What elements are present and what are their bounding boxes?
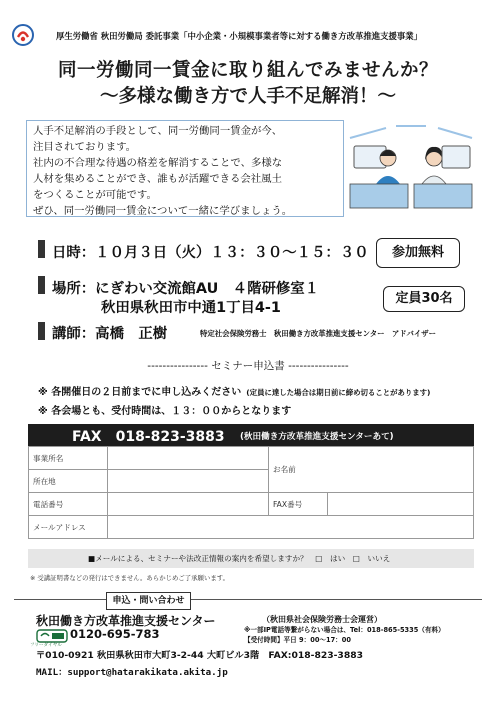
intro-box xyxy=(26,120,344,217)
deadline-note-sub: (定員に達した場合は期日前に締め切ることがあります) xyxy=(246,388,431,397)
address-label: 所在地 xyxy=(29,470,108,493)
phone-field[interactable] xyxy=(108,493,269,516)
fax-number-field[interactable] xyxy=(327,493,474,516)
person-name-label: お名前 xyxy=(269,447,328,493)
company-name-field[interactable] xyxy=(108,447,269,470)
main-title: 同一労働同一賃金に取り組んでみませんか？ xyxy=(57,60,438,81)
sub-title: ～多様な働き方で人手不足解消！～ xyxy=(99,86,396,107)
newsletter-optin-row xyxy=(28,549,474,568)
freedial-number[interactable]: 0120-695-783 xyxy=(70,627,160,641)
fax-band xyxy=(28,424,474,446)
free-admission-badge: 参加無料 xyxy=(376,238,460,268)
fax-number: FAX 018-823-3883 xyxy=(72,429,225,445)
freedial-label: フリーダイヤル xyxy=(30,643,62,648)
company-name-label: 事業所名 xyxy=(29,447,108,470)
deadline-note xyxy=(38,380,430,399)
email-field[interactable] xyxy=(108,516,474,539)
ministry-logo xyxy=(12,24,34,46)
section-bar xyxy=(38,240,45,258)
email-label: メールアドレス xyxy=(29,516,108,539)
ip-phone-note: ※一部IP電話等繋がらない場合は、Tel：018-865-5335（有料） xyxy=(244,626,445,634)
intro-line: 人手不足解消の手段として、同一労働同一賃金が今、 xyxy=(33,125,283,137)
phone-label: 電話番号 xyxy=(29,493,108,516)
intro-line: 注目されております。 xyxy=(33,141,137,153)
freedial-badge xyxy=(36,628,68,642)
deadline-note-main: ※ 各開催日の２日前までに申し込みください xyxy=(38,387,242,398)
capacity-badge: 定員30名 xyxy=(383,286,465,312)
support-center-name: 秋田働き方改革推進支援センター xyxy=(36,614,216,628)
support-center-address: 〒010-0921 秋田県秋田市大町3-2-44 大町ビル3階 FAX:018-823-3883 xyxy=(36,650,364,661)
support-center-operator: （秋田県社会保険労務士会運営） xyxy=(262,615,382,624)
intro-line: 人材を集めることができ、誰もが活躍できる会社風土 xyxy=(33,173,282,185)
section-bar xyxy=(38,322,45,340)
reception-hours: 【受付時間】平日 9：00～17：00 xyxy=(244,636,351,644)
person-name-field[interactable] xyxy=(327,447,474,493)
address-field[interactable] xyxy=(108,470,269,493)
lecturer-title: 特定社会保険労務士 秋田働き方改革推進支援センター アドバイザー xyxy=(200,329,437,338)
event-datetime: 日時：１０月３日（火）１３：３０～１５：３０ xyxy=(52,245,369,261)
application-form-table xyxy=(28,446,474,539)
sponsor-line: 厚生労働省 秋田労働局 委託事業「中小企業・小規模事業者等に対する働き方改革推進支援事業」 xyxy=(56,31,422,41)
contact-tab: 申込・問い合わせ xyxy=(106,592,191,610)
application-form-heading: ---------------- セミナー申込書 ---------------- xyxy=(147,360,349,372)
certificate-note: ※ 受講証明書などの発行はできません。あらかじめご了承願います。 xyxy=(30,574,229,582)
section-bar xyxy=(38,276,45,294)
footer-divider xyxy=(14,599,482,600)
office-workers-illustration xyxy=(346,124,476,219)
intro-line: をつくることが可能です。 xyxy=(33,189,157,201)
event-venue-address: 秋田県秋田市中通1丁目4-1 xyxy=(101,300,281,316)
event-lecturer: 講師：高橋 正樹 xyxy=(52,326,168,342)
freedial-icon xyxy=(36,629,68,643)
support-center-email[interactable]: MAIL：support@hatarakikata.akita.jp xyxy=(36,667,228,678)
reception-time-note: ※ 各会場とも、受付時間は、１３：００からとなります xyxy=(38,406,292,417)
fax-recipient: (秋田働き方改革推進支援センターあて) xyxy=(240,432,394,442)
fax-number-label: FAX番号 xyxy=(269,493,328,516)
intro-line: ぜひ、同一労働同一賃金について一緒に学びましょう。 xyxy=(33,205,293,217)
event-venue: 場所：にぎわい交流館AU ４階研修室１ xyxy=(52,281,320,297)
newsletter-optin-question[interactable]: ■メールによる、セミナーや法改正情報の案内を希望しますか？ □ はい □ いいえ xyxy=(88,554,391,563)
intro-line: 社内の不合理な待遇の格差を解消することで、多様な xyxy=(33,157,283,169)
